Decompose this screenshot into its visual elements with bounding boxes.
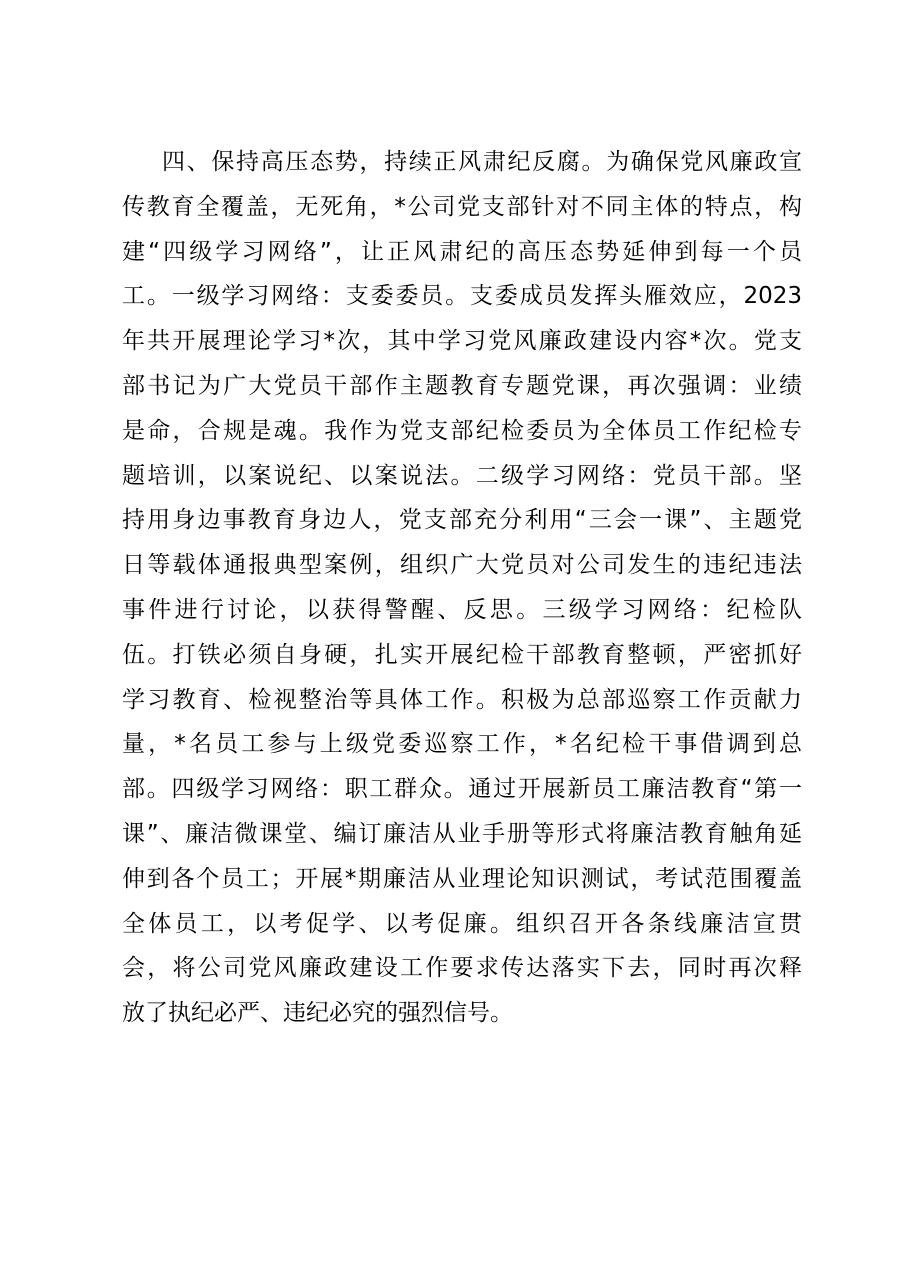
paragraph-line: 年共开展理论学习*次，其中学习党风廉政建设内容*次。党支 — [122, 328, 802, 355]
paragraph-line: 工。一级学习网络：支委委员。支委成员发挥头雁效应，2023 — [122, 283, 802, 310]
paragraph-line: 课”、廉洁微课堂、编订廉洁从业手册等形式将廉洁教育触角延 — [122, 820, 802, 847]
paragraph-line: 学习教育、检视整治等具体工作。积极为总部巡察工作贡献力 — [122, 686, 802, 713]
paragraph-line: 部。四级学习网络：职工群众。通过开展新员工廉洁教育“第一 — [122, 776, 802, 803]
paragraph-line: 伸到各个员工；开展*期廉洁从业理论知识测试，考试范围覆盖 — [122, 865, 802, 892]
paragraph-line: 放了执纪必严、违纪必究的强烈信号。 — [122, 1000, 513, 1027]
paragraph-line: 传教育全覆盖，无死角，*公司党支部针对不同主体的特点，构 — [122, 193, 802, 220]
paragraph-line: 日等载体通报典型案例，组织广大党员对公司发生的违纪违法 — [122, 552, 802, 579]
paragraph-line: 伍。打铁必须自身硬，扎实开展纪检干部教育整顿，严密抓好 — [122, 641, 802, 668]
paragraph-line: 部书记为广大党员干部作主题教育专题党课，再次强调：业绩 — [122, 372, 802, 399]
paragraph-line: 题培训，以案说纪、以案说法。二级学习网络：党员干部。坚 — [122, 462, 802, 489]
paragraph-line: 事件进行讨论，以获得警醒、反思。三级学习网络：纪检队 — [122, 596, 802, 623]
paragraph-line: 持用身边事教育身边人，党支部充分利用“三会一课”、主题党 — [122, 507, 802, 534]
paragraph-line: 是命，合规是魂。我作为党支部纪检委员为全体员工作纪检专 — [122, 417, 802, 444]
paragraph-line: 建“四级学习网络”，让正风肃纪的高压态势延伸到每一个员 — [122, 238, 802, 265]
paragraph-line: 全体员工，以考促学、以考促廉。组织召开各条线廉洁宣贯 — [122, 910, 802, 937]
body-paragraph — [122, 140, 802, 1036]
paragraph-line: 四、保持高压态势，持续正风肃纪反腐。为确保党风廉政宣 — [162, 149, 802, 175]
paragraph-line: 会，将公司党风廉政建设工作要求传达落实下去，同时再次释 — [122, 955, 802, 982]
paragraph-line: 量，*名员工参与上级党委巡察工作，*名纪检干事借调到总 — [122, 731, 802, 758]
